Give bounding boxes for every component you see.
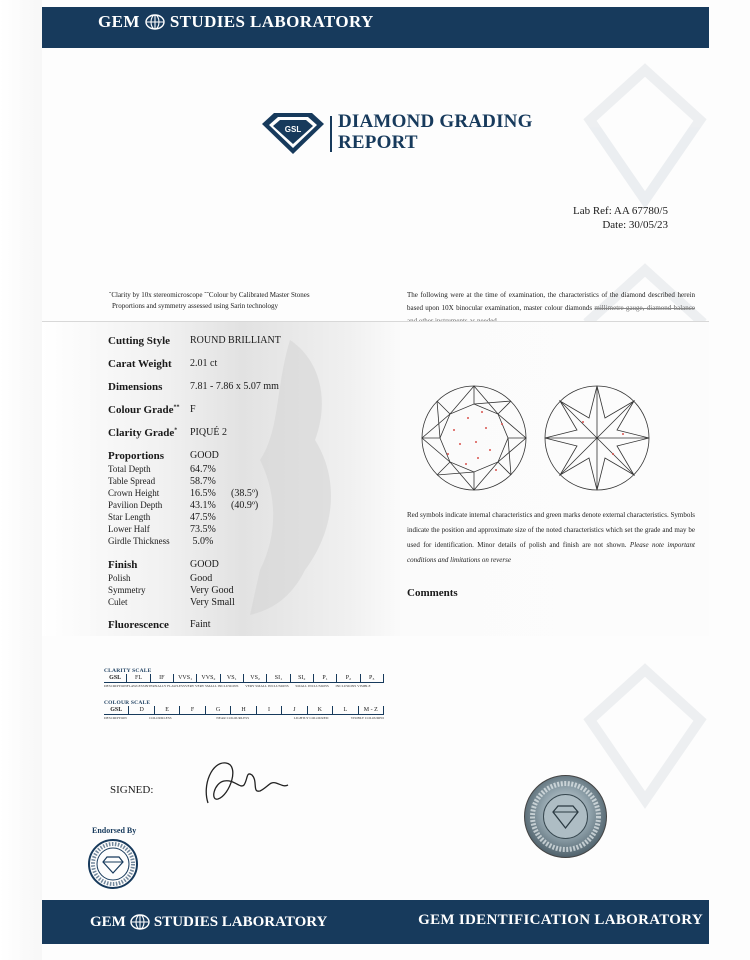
colour-scale-cell: E — [155, 706, 180, 714]
colour-scale-cell: K — [308, 706, 333, 714]
clarity-scale-title: CLARITY SCALE — [104, 668, 152, 674]
footer-identification-lab: GEM IDENTIFICATION LABORATORY — [418, 912, 703, 928]
inclusion-markers — [447, 411, 503, 471]
report-title-line1: DIAMOND GRADING — [338, 111, 533, 132]
colour-scale-description: COLOURLESS — [149, 716, 172, 720]
clarity-scale-cell: SI₂ — [291, 674, 314, 682]
clarity-scale-row — [104, 674, 384, 683]
association-seal-icon — [87, 838, 139, 890]
cutting-style-value: ROUND BRILLIANT — [190, 335, 281, 346]
report-date: Date: 30/05/23 — [602, 219, 668, 231]
clarity-scale — [104, 668, 384, 689]
clarity-scale-descriptions — [104, 683, 384, 689]
colour-scale-cell: L — [333, 706, 358, 714]
panel-decoration — [220, 330, 370, 620]
header-studies-text: STUDIES LABORATORY — [169, 12, 374, 31]
clarity-scale-cell: VS₂ — [244, 674, 267, 682]
lab-reference — [573, 204, 668, 232]
globe-icon — [144, 13, 166, 31]
dimensions-value: 7.81 - 7.86 x 5.07 mm — [190, 381, 279, 392]
colour-scale-description — [172, 715, 194, 721]
colour-scale-cell: H — [231, 706, 256, 714]
finish-value: GOOD — [190, 559, 219, 570]
clarity-scale-description — [329, 683, 336, 689]
hologram-seal-icon — [523, 774, 608, 859]
symbol-key-italic: Please note important conditions and limitations on reverse — [407, 541, 696, 564]
colour-scale-cell: G — [206, 706, 231, 714]
clarity-scale-cell: GSL — [104, 674, 127, 682]
footer-band — [42, 900, 709, 944]
pavilion-plot-diagram — [543, 384, 651, 492]
colour-scale-description: DESCRIPTION — [104, 716, 127, 720]
footer-lab-name — [90, 913, 327, 931]
globe-icon — [129, 913, 151, 931]
colour-scale-description: LIGHTLY COLOURED — [293, 716, 329, 720]
clarity-scale-description: SMALL INCLUSIONS — [295, 684, 329, 688]
logo-divider — [330, 116, 332, 152]
colour-scale-description — [194, 715, 216, 721]
colour-scale-description: VISIBLY COLOURED — [350, 716, 384, 720]
clarity-scale-cell: P₁ — [314, 674, 337, 682]
colour-scale-description — [249, 715, 271, 721]
endorsed-by-label: Endorsed By — [92, 826, 137, 835]
clarity-scale-description — [238, 683, 245, 689]
comments-heading: Comments — [407, 587, 458, 599]
clarity-scale-cell: P₃ — [361, 674, 384, 682]
signed-label: SIGNED: — [110, 784, 154, 796]
colour-scale-row — [104, 706, 384, 715]
colour-scale-description — [271, 715, 293, 721]
report-title — [338, 111, 533, 153]
clarity-scale-description — [377, 683, 384, 689]
proportions-value: GOOD — [190, 450, 219, 461]
colour-scale-description — [127, 715, 149, 721]
report-title-line2: REPORT — [338, 132, 418, 153]
symbol-key-text — [407, 508, 695, 568]
clarity-scale-description: DESCRIPTION — [104, 684, 127, 688]
colour-scale-description: NEAR COLOURLESS — [216, 716, 250, 720]
colour-scale — [104, 700, 384, 721]
header-band — [42, 7, 709, 48]
clarity-scale-cell: FL — [127, 674, 150, 682]
footer-studies-text: STUDIES LABORATORY — [153, 913, 328, 930]
methodology-line1: ˇClarity by 10x stereomicroscope ˇˇColour by Calibrated Master Stones — [109, 291, 310, 299]
colour-scale-cell: I — [257, 706, 282, 714]
footer-gem-text: GEM — [90, 913, 126, 930]
clarity-scale-description: VERY SMALL INCLUSIONS — [245, 684, 289, 688]
clarity-scale-description: FLAWLESS — [126, 684, 145, 688]
colour-scale-descriptions — [104, 715, 384, 721]
symbol-key-main: Red symbols indicate internal characteristics and green marks denote external characteristics. Symbols indicate the position and approximate size of the noted characteristics which set the grade and may be used for identification. Minor details of polish and finish are not shown. — [407, 511, 695, 549]
header-gem-text: GEM — [98, 12, 140, 31]
colour-scale-title: COLOUR SCALE — [104, 700, 151, 706]
clarity-scale-cell: P₂ — [337, 674, 360, 682]
colour-scale-cell: GSL — [104, 706, 129, 714]
colour-scale-cell: M - Z — [359, 706, 384, 714]
logo-initials: GSL — [284, 125, 302, 134]
header-lab-name — [98, 12, 374, 32]
clarity-scale-cell: VS₁ — [221, 674, 244, 682]
clarity-scale-description — [289, 683, 296, 689]
page-margin — [0, 0, 42, 960]
clarity-scale-description: VERY VERY SMALL INCLUSIONS — [184, 684, 239, 688]
colour-scale-cell: F — [180, 706, 205, 714]
examination-struck-text: millimetre gauge, diamond balance — [594, 304, 695, 312]
clarity-scale-description — [371, 683, 378, 689]
colour-scale-cell: J — [282, 706, 307, 714]
grading-report-page: GEM STUDIES LABORATORY GSL DIAMOND GRADING REPORT Lab Ref: AA 67780/5 Date: 30/05/23 ˇClarity by 10x stereomicroscope ˇˇColour by Calibrated Master Stones Proportions and symmetry assessed using Sarin technology The following were at the time of examination, the characteristics of the diamond described herein based upon 10X binocular examination, master colour diamonds millimetre gauge, diamond balance Cutting Style ROUND BRILLIANT Carat Weight 2.01 ct Dimensions 7.81 - 7.86 x 5.07 mm Colour Grade** F Clarity Grade* PIQUÉ 2 Proportions GOOD Total Depth 64.7% Table Spread 58.7% Crown Height 16.5% (38.5º) Pavilion Depth 43.1% (40.9º) Star Length 47.5% Lower Half 73.5% Girdle Thickness 5.0% Finish GOOD Polish Good Symmetry Very Good Culet Very Small Fluorescence Faint Red symbols indicate internal characteristics and green marks denote external characteristics. Symbols indicate the position and approximate size of the noted characteristics which set the grade and may be used for identification. Minor details of polish and finish are not shown. Please note important conditions and limitations on reverse Comments CLARITY SCALE GSL FL IF VVS₁ VVS₂ VS₁ VS₂ SI₁ SI₂ P₁ P₂ P₃ DESCRIPTION FLAWLESS INTERNALLY FLAWLESS VERY VERY SMALL INCLUSIONS VERY SMALL INCLUSIONS SMALL INCLUSIONS INCLUSIONS VISIBLE COLOUR SCALE GSL D E F G H I J K L M - Z DESCRIPTION COLOURLESS NEAR COLOURLESS LIGHTLY COLOURED VISIBLY COLOURED SIGNED: Endorsed By GEM STUDIES LABORATORY GEM IDENTIFICATION LABORATORY — [0, 0, 750, 960]
fluorescence-value: Faint — [190, 619, 211, 630]
colour-grade-value: F — [190, 404, 196, 415]
clarity-grade-value: PIQUÉ 2 — [190, 427, 227, 438]
methodology-note — [109, 290, 384, 312]
crown-plot-diagram — [420, 384, 528, 492]
colour-scale-description — [328, 715, 350, 721]
gsl-diamond-logo-icon — [260, 110, 326, 156]
lab-ref-number: Lab Ref: AA 67780/5 — [572, 205, 668, 217]
clarity-scale-cell: IF — [151, 674, 174, 682]
signature-image — [200, 755, 290, 810]
colour-scale-cell: D — [129, 706, 154, 714]
methodology-line2: Proportions and symmetry assessed using Sarin technology — [112, 302, 279, 310]
clarity-scale-cell: VVS₂ — [197, 674, 220, 682]
clarity-scale-description: INCLUSIONS VISIBLE — [335, 684, 371, 688]
clarity-scale-description: INTERNALLY FLAWLESS — [144, 684, 185, 688]
clarity-scale-cell: VVS₁ — [174, 674, 197, 682]
carat-weight-value: 2.01 ct — [190, 358, 218, 369]
examination-text: The following were at the time of examination, the characteristics of the diamond described herein based upon 10X binocular examination, master colour diamonds — [407, 291, 695, 312]
clarity-scale-cell: SI₁ — [267, 674, 290, 682]
